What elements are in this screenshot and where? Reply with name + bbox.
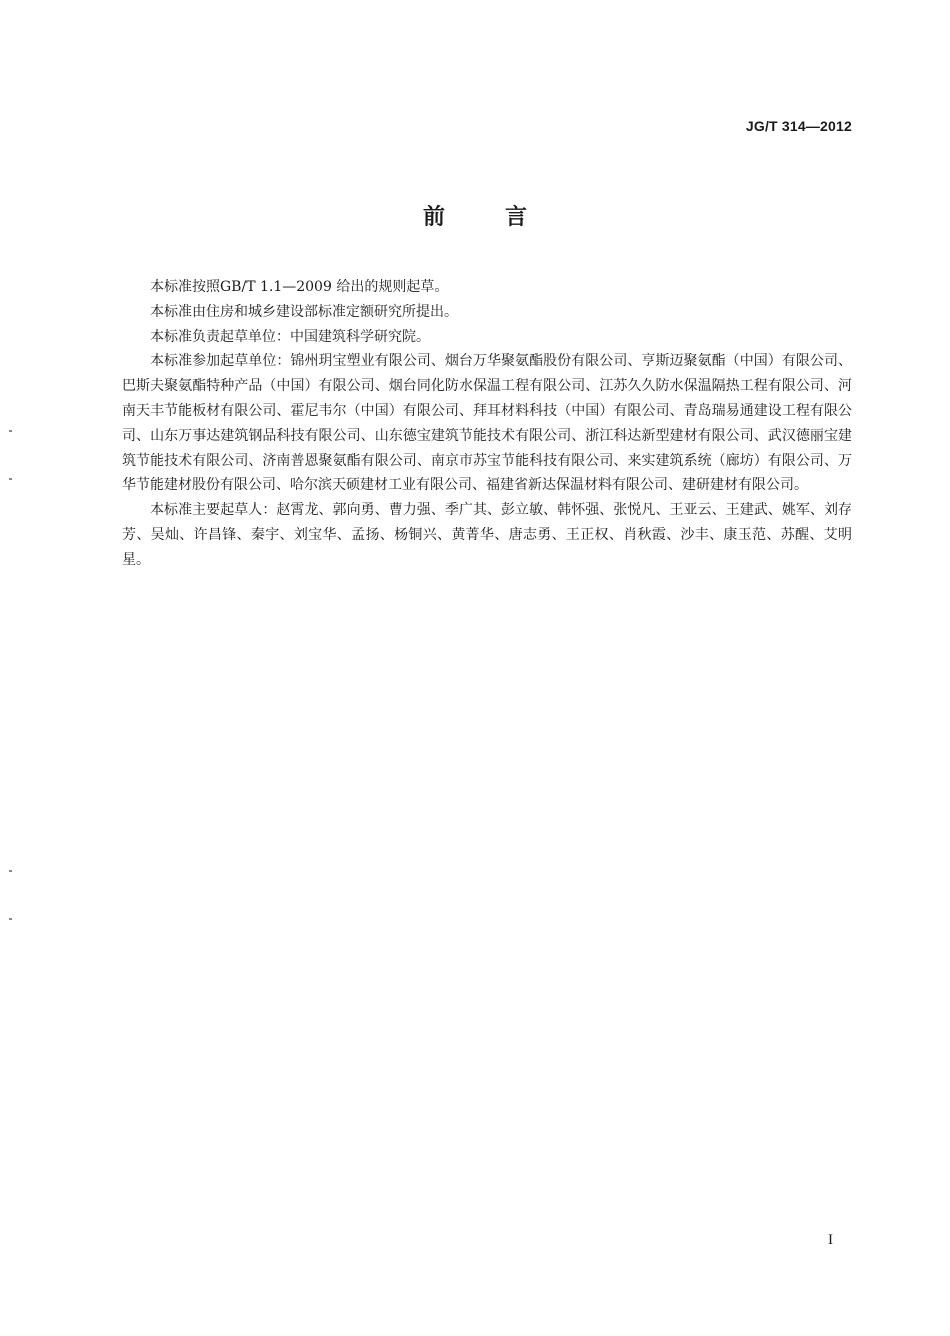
paragraph-lead-drafter: 本标准负责起草单位：中国建筑科学研究院。 (150, 328, 430, 345)
paragraph-proposer: 本标准由住房和城乡建设部标准定额研究所提出。 (150, 303, 458, 320)
paragraph-main-drafters: 本标准主要起草人：赵霄龙、郭向勇、曹力强、季广其、彭立敏、韩怀强、张悦凡、王亚云、王建武、姚军、刘存芳、吴灿、许昌锋、秦宇、刘宝华、孟扬、杨铜兴、黄菁华、唐志勇、王正权、肖秋霞、沙丰、康玉范、苏醒、艾明星。 (122, 502, 852, 568)
standard-code: JG/T 314—2012 (745, 118, 852, 134)
scan-dot (9, 870, 12, 872)
scan-dot (9, 478, 12, 480)
scan-dot (9, 430, 12, 432)
page-title: 前言 (422, 205, 587, 230)
page-number: I (828, 1232, 833, 1248)
paragraph-drafting-rules: 本标准按照GB/T 1.1—2009 给出的规则起草。 (150, 279, 449, 295)
foreword-body (122, 275, 852, 573)
paragraph-participating-units: 本标准参加起草单位：锦州玥宝塑业有限公司、烟台万华聚氨酯股份有限公司、亨斯迈聚氨酯（中国）有限公司、巴斯夫聚氨酯特种产品（中国）有限公司、烟台同化防水保温工程有限公司、江苏久久防水保温隔热工程有限公司、河南天丰节能板材有限公司、霍尼韦尔（中国）有限公司、拜耳材料科技（中国）有限公司、青岛瑞易通建设工程有限公司、山东万事达建筑钢品科技有限公司、山东德宝建筑节能技术有限公司、浙江科达新型建材有限公司、武汉德丽宝建筑节能技术有限公司、济南普恩聚氨酯有限公司、南京市苏宝节能科技有限公司、来实建筑系统（廊坊）有限公司、万华节能建材股份有限公司、哈尔滨天硕建材工业有限公司、福建省新达保温材料有限公司、建研建材有限公司。 (122, 353, 852, 494)
scan-dot (9, 918, 12, 920)
